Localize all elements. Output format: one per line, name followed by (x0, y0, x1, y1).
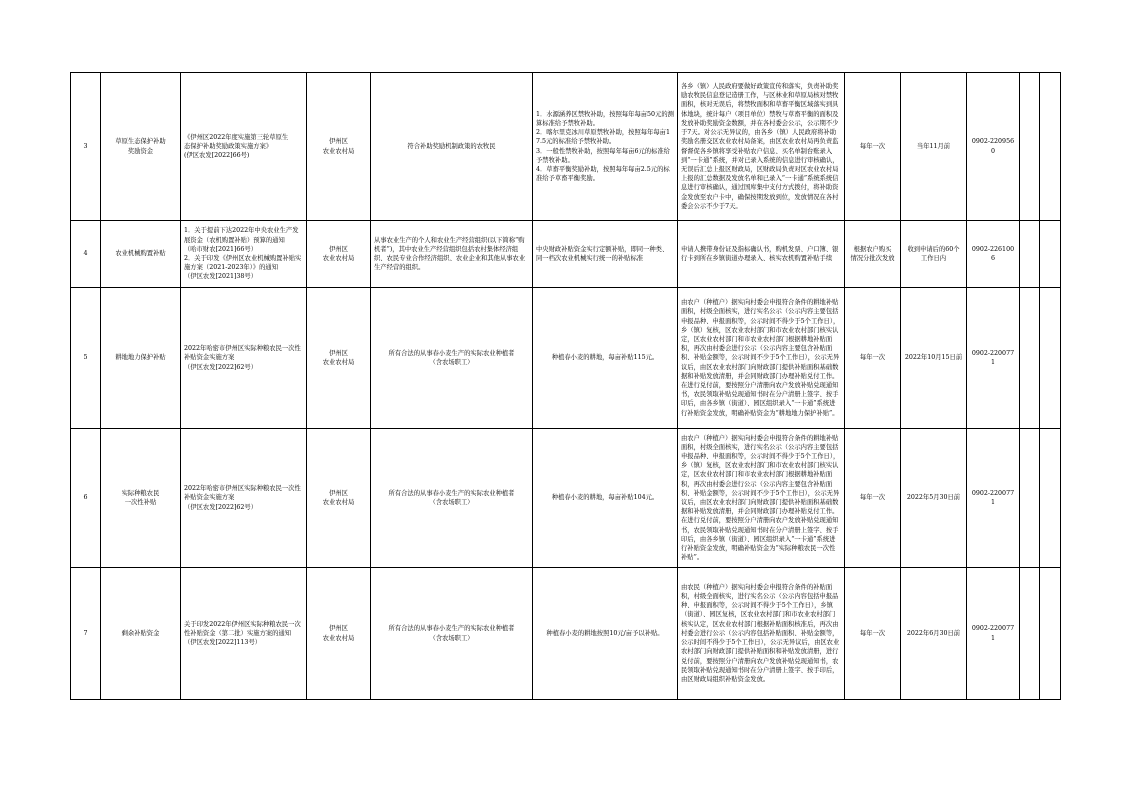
cell-project: 耕地地力保护补贴 (101, 288, 181, 429)
cell-project: 实际种粮农民 一次性补贴 (101, 429, 181, 568)
cell-no: 4 (71, 221, 101, 288)
cell-department: 伊州区 农业农村局 (307, 568, 371, 700)
cell-frequency: 根据农户购买 情况分批次发放 (845, 221, 901, 288)
cell-empty (1020, 73, 1040, 221)
table-row (71, 288, 1061, 429)
cell-phone: 0902-2200771 (967, 288, 1020, 429)
cell-procedure: 申请人携带身份证及指标确认书，购机发票、户口簿、银行卡到所在乡镇街道办理录入、核实农机购置补贴手续 (678, 221, 845, 288)
cell-target: 所有合法的从事春小麦生产的实际农业种植者 （含农场职工） (371, 429, 533, 568)
table-row (71, 73, 1061, 221)
cell-empty (1020, 568, 1040, 700)
cell-procedure: 由农民（种植户）据实向村委会申报符合条件的补贴面积，村级全面核实，进行实名公示（公示内容包括申报品种、申报面积等，公示时间不得少于5个工作日），乡镇（街道）、园区复核，区农业农村部门和市农业农村部门核实认定，区农业农村部门根据补贴面积核准后，再次由村委会进行公示（公示内容包括补贴面积、补贴金额等，公示时间不得少于5个工作日），公示无异议后，由区农业农村部门向财政部门提供补贴面积和补贴发放清册，进行兑付前，要按照分户清册向农户发放补贴兑现通知书，农民领取补贴兑现通知书时在分户清册上签字、按手印后，由区财政局组织补贴资金发放。 (678, 568, 845, 700)
cell-empty (1040, 73, 1061, 221)
cell-basis: 《伊州区2022年度实施第三轮草原生 态保护补助奖励政策实施方案》 (伊区农发[2022]66号) (181, 73, 307, 221)
cell-target: 所有合法的从事春小麦生产的实际农业种植者 （含农场职工） (371, 288, 533, 429)
cell-empty (1040, 221, 1061, 288)
cell-basis: 1．关于提前下达2022年中央农业生产发展资金（农机购置补贴）预算的通知 （哈市财农[2021]66号） 2．关于印发《伊州区农业机械购置补贴实施方案（2021-2023年）》的通知 （伊区农发[2021]38号） (181, 221, 307, 288)
cell-department: 伊州区 农业农村局 (307, 221, 371, 288)
cell-project: 草原生态保护补助 奖励资金 (101, 73, 181, 221)
cell-phone: 0902-2209560 (967, 73, 1020, 221)
cell-basis: 关于印发2022年伊州区实际种粮农民一次性补贴资金（第二批）实施方案的通知 （伊区农发[2022]113号） (181, 568, 307, 700)
cell-phone: 0902-2200771 (967, 429, 1020, 568)
cell-no: 6 (71, 429, 101, 568)
cell-no: 7 (71, 568, 101, 700)
cell-time: 当年11月前 (901, 73, 967, 221)
cell-department: 伊州区 农业农村局 (307, 73, 371, 221)
cell-phone: 0902-2200771 (967, 568, 1020, 700)
cell-procedure: 由农户（种植户）据实向村委会申报符合条件的耕地补贴面积，村级全面核实，进行实名公示（公示内容主要包括申报品种、申报面积等，公示时间不得少于5个工作日），乡（镇）复核，区农业农村部门和市农业农村部门核实认定，区农业农村部门和市农业农村部门根据耕地补贴面积，再次由村委会进行公示（公示内容主要包含补贴面积、补贴金额等，公示时间不少于5个工作日），公示无异议后，由区农业农村部门向财政部门提供补贴面积基础数据和补贴发放清册，并会同财政部门办理补贴兑付工作。在进行兑付前，要按照分户清册向农户发放补贴兑现通知书，农民领取补贴兑现通知书时在分户清册上签字、按手印后，由各乡镇（街道）、园区组织录入“一卡通”系统进行补贴资金发放，明确补贴资金为“实际种粮农民一次性补贴”。 (678, 429, 845, 568)
cell-empty (1040, 288, 1061, 429)
cell-procedure: 由农户（种植户）据实向村委会申报符合条件的耕地补贴面积，村级全面核实，进行实名公示（公示内容主要包括申报品种、申报面积等，公示时间不得少于5个工作日），乡（镇）复核，区农业农村部门和市农业农村部门核实认定，区农业农村部门和市农业农村部门根据耕地补贴面积，再次由村委会进行公示（公示内容主要包含补贴面积、补贴金额等，公示时间不少于5个工作日），公示无异议后，由区农业农村部门向财政部门提供补贴面积基础数据和补贴发放清册，并会同财政部门办理补贴兑付工作。在进行兑付前，要按照分户清册向农户发放补贴兑现通知书，农民领取补贴兑现通知书时在分户清册上签字、按手印后，由各乡镇（街道）、园区组织录入“一卡通”系统进行补贴资金发放，明确补贴资金为“耕地地力保护补贴”。 (678, 288, 845, 429)
cell-frequency: 每年一次 (845, 288, 901, 429)
cell-empty (1040, 429, 1061, 568)
cell-empty (1020, 429, 1040, 568)
cell-basis: 2022年哈密市伊州区实际种粮农民一次性补贴资金实施方案 （伊区农发[2022]62号） (181, 288, 307, 429)
cell-empty (1020, 288, 1040, 429)
cell-time: 2022年10月15日前 (901, 288, 967, 429)
cell-project: 农业机械购置补贴 (101, 221, 181, 288)
table-row (71, 568, 1061, 700)
subsidy-table (70, 72, 1061, 700)
cell-frequency: 每年一次 (845, 73, 901, 221)
cell-time: 2022年5月30日前 (901, 429, 967, 568)
cell-frequency: 每年一次 (845, 568, 901, 700)
cell-standard: 种植春小麦的耕地，每亩补贴104元。 (533, 429, 678, 568)
cell-standard: 1．水源涵养区禁牧补助，按照每年每亩50元的测算标准给予禁牧补助。 2．喀尔里克冰川草原禁牧补助，按照每年每亩17.5元的标准给予禁牧补助。 3．一般性禁牧补助，按照每年每亩6元的标准给予禁牧补助。 4．草畜平衡奖励补助，按照每年每亩2.5元的标准给予草畜平衡奖励。 (533, 73, 678, 221)
cell-standard: 种植春小麦的耕地，每亩补贴115元。 (533, 288, 678, 429)
cell-frequency: 每年一次 (845, 429, 901, 568)
cell-target: 所有合法的从事春小麦生产的实际农业种植者 （含农场职工） (371, 568, 533, 700)
cell-procedure: 各乡（镇）人民政府要做好政策宣传和落实，负责补助奖励农牧民信息登记造册工作，与区林业和草原局核对禁牧面积，核对无误后，将禁牧面积和草畜平衡区域落实到具体地块，统计每户（项目单位）禁牧与草畜平衡的面积及发放补助奖励资金数额，并在各村委会公示，公示期不少于7天。对公示无异议的，由各乡（镇）人民政府将补助奖励名册交区农业农村局备案，由区农业农村局再负责监督督促各乡镇将享受补贴农户信息、买名单制台账录入到“一卡通”系统，并对已录入系统的信息进行审核确认，无误后汇总上报区财政局，区财政局负责对区农业农村局上报的汇总数据及发放名单和已录入“一卡通”系统系统信息进行审核确认，通过国库集中支付方式拨付，将补助资金发放至农户卡中，确保按期发放到位，发放情况在各村委会公示不少于7天。 (678, 73, 845, 221)
cell-target: 从事农业生产的个人和农业生产经营组织(以下简称“购机者”)，其中农业生产经营组织包括农村集体经济组织、农民专业合作经济组织、农业企业和其他从事农业生产经营的组织。 (371, 221, 533, 288)
table-row (71, 221, 1061, 288)
cell-project: 剩余补贴资金 (101, 568, 181, 700)
cell-standard: 中央财政补贴资金实行定额补贴，即同一种类、同一档次农业机械实行统一的补贴标准 (533, 221, 678, 288)
cell-basis: 2022年哈密市伊州区实际种粮农民一次性补贴资金实施方案 （伊区农发[2022]62号） (181, 429, 307, 568)
cell-department: 伊州区 农业农村局 (307, 429, 371, 568)
cell-standard: 种植春小麦的耕地按照10元/亩予以补贴。 (533, 568, 678, 700)
cell-no: 3 (71, 73, 101, 221)
cell-phone: 0902-2261006 (967, 221, 1020, 288)
table-row (71, 429, 1061, 568)
cell-time: 收到申请后的60个 工作日内 (901, 221, 967, 288)
cell-target: 符合补助奖励机制政策的农牧民 (371, 73, 533, 221)
cell-no: 5 (71, 288, 101, 429)
cell-empty (1020, 221, 1040, 288)
cell-department: 伊州区 农业农村局 (307, 288, 371, 429)
cell-empty (1040, 568, 1061, 700)
cell-time: 2022年6月30日前 (901, 568, 967, 700)
